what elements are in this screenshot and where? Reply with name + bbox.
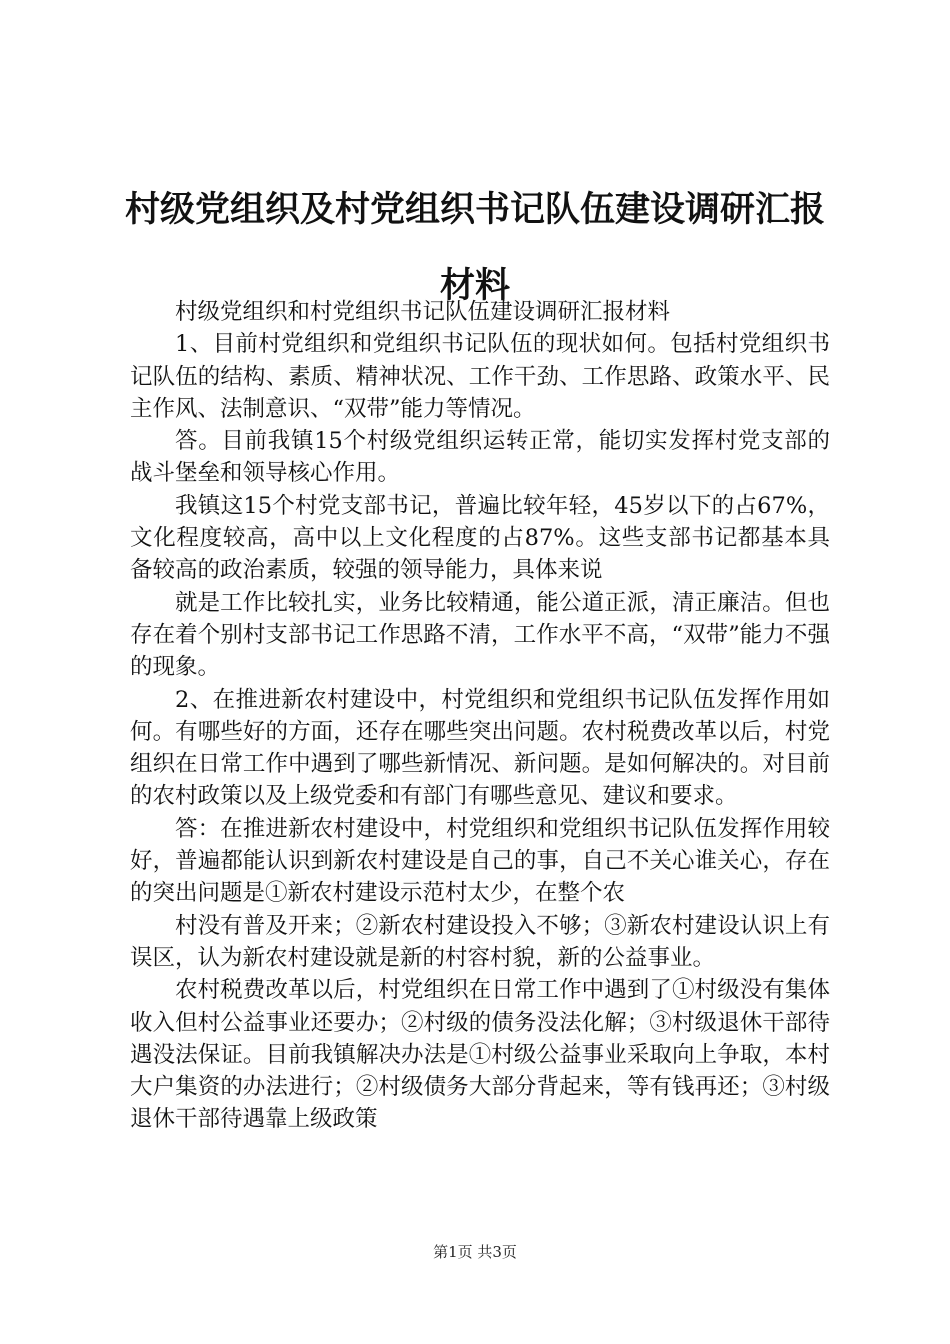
paragraph: 答：在推进新农村建设中，村党组织和党组织书记队伍发挥作用较好，普遍都能认识到新农村建设是自己的事，自己不关心谁关心，存在的突出问题是①新农村建设示范村太少，在整个农 xyxy=(130,815,830,907)
paragraph: 答。目前我镇15个村级党组织运转正常，能切实发挥村党支部的战斗堡垒和领导核心作用。 xyxy=(130,428,830,487)
document-title: 村级党组织及村党组织书记队伍建设调研汇报材料 xyxy=(124,190,825,306)
paragraph: 我镇这15个村党支部书记，普遍比较年轻，45岁以下的占67%，文化程度较高，高中以上文化程度的占87%。这些支部书记都基本具备较高的政治素质，较强的领导能力，具体来说 xyxy=(130,492,830,584)
document-body xyxy=(130,296,830,1136)
paragraph: 2、在推进新农村建设中，村党组织和党组织书记队伍发挥作用如何。有哪些好的方面，还存在哪些突出问题。农村税费改革以后，村党组织在日常工作中遇到了哪些新情况、新问题。是如何解决的。对目前的农村政策以及上级党委和有部门有哪些意见、建议和要求。 xyxy=(130,686,830,810)
paragraph: 农村税费改革以后，村党组织在日常工作中遇到了①村级没有集体收入但村公益事业还要办；②村级的债务没法化解；③村级退休干部待遇没法保证。目前我镇解决办法是①村级公益事业采取向上争取，本村大户集资的办法进行；②村级债务大部分背起来，等有钱再还；③村级退休干部待遇靠上级政策 xyxy=(130,977,830,1133)
paragraph: 村没有普及开来；②新农村建设投入不够；③新农村建设认识上有误区，认为新农村建设就是新的村容村貌，新的公益事业。 xyxy=(130,912,830,971)
page-footer: 第1页 共3页 xyxy=(433,1243,517,1261)
paragraph: 村级党组织和村党组织书记队伍建设调研汇报材料 xyxy=(175,299,671,325)
paragraph: 就是工作比较扎实，业务比较精通，能公道正派，清正廉洁。但也存在着个别村支部书记工作思路不清，工作水平不高，“双带”能力不强的现象。 xyxy=(130,589,830,681)
paragraph: 1、目前村党组织和党组织书记队伍的现状如何。包括村党组织书记队伍的结构、素质、精神状况、工作干劲、工作思路、政策水平、民主作风、法制意识、“双带”能力等情况。 xyxy=(130,331,830,422)
